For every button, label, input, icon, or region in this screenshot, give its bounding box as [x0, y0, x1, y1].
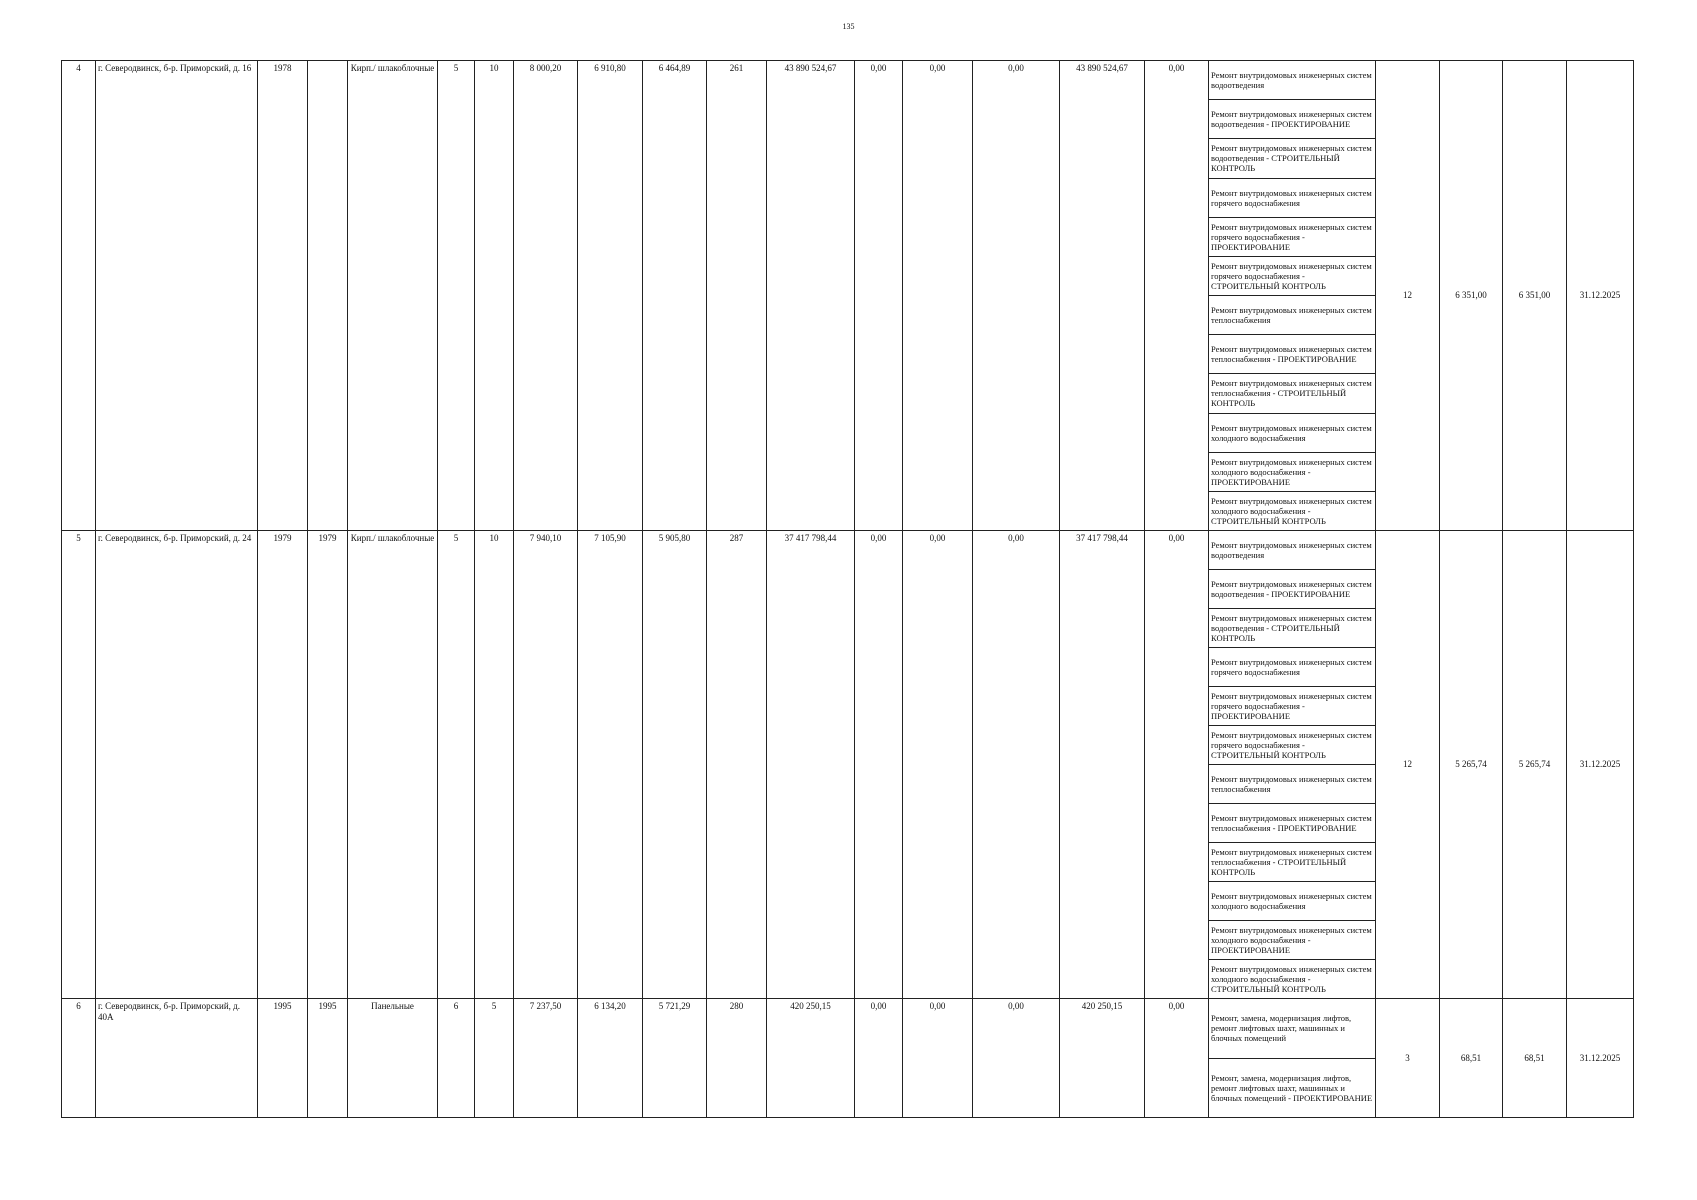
residential-area-cell: 5 905,80 [643, 531, 707, 999]
work-item: Ремонт внутридомовых инженерных систем холодного водоснабжения - ПРОЕКТИРОВАНИЕ [1209, 453, 1375, 492]
year-built-cell: 1995 [258, 999, 308, 1118]
other-fund-cell: 0,00 [1145, 999, 1209, 1118]
work-item: Ремонт внутридомовых инженерных систем водоотведения - ПРОЕКТИРОВАНИЕ [1209, 100, 1375, 139]
work-item: Ремонт внутридомовых инженерных систем теплоснабжения - ПРОЕКТИРОВАНИЕ [1209, 804, 1375, 843]
total-area-cell: 7 237,50 [514, 999, 578, 1118]
owners-fund-cell: 420 250,15 [1060, 999, 1145, 1118]
unit-cost-cell: 5 265,74 [1440, 531, 1503, 999]
work-count-cell: 12 [1376, 531, 1440, 999]
year-reconstruction-cell: 1979 [308, 531, 348, 999]
entrances-cell: 5 [475, 999, 514, 1118]
unit-cost-cell: 68,51 [1440, 999, 1503, 1118]
regional-fund-cell: 0,00 [903, 531, 973, 999]
residents-cell: 261 [707, 61, 767, 531]
local-fund-cell: 0,00 [973, 531, 1060, 999]
address-cell: г. Северодвинск, б-р. Приморский, д. 16 [96, 61, 258, 531]
total-area-cell: 7 940,10 [514, 531, 578, 999]
work-item: Ремонт внутридомовых инженерных систем холодного водоснабжения [1209, 882, 1375, 921]
work-item: Ремонт внутридомовых инженерных систем теплоснабжения [1209, 765, 1375, 804]
work-item: Ремонт внутридомовых инженерных систем горячего водоснабжения - СТРОИТЕЛЬНЫЙ КОНТРОЛЬ [1209, 726, 1375, 765]
work-item: Ремонт внутридомовых инженерных систем холодного водоснабжения [1209, 414, 1375, 453]
max-cost-cell: 68,51 [1503, 999, 1567, 1118]
regional-fund-cell: 0,00 [903, 61, 973, 531]
owners-fund-cell: 43 890 524,67 [1060, 61, 1145, 531]
residential-area-cell: 6 464,89 [643, 61, 707, 531]
total-cost-cell: 37 417 798,44 [767, 531, 855, 999]
work-item: Ремонт внутридомовых инженерных систем водоотведения - ПРОЕКТИРОВАНИЕ [1209, 570, 1375, 609]
floors-cell: 5 [438, 61, 475, 531]
table-row [62, 61, 1634, 531]
repair-program-table [61, 60, 1634, 1118]
deadline-cell: 31.12.2025 [1567, 61, 1634, 531]
floors-cell: 6 [438, 999, 475, 1118]
other-fund-cell: 0,00 [1145, 531, 1209, 999]
year-built-cell: 1978 [258, 61, 308, 531]
work-item: Ремонт внутридомовых инженерных систем теплоснабжения - ПРОЕКТИРОВАНИЕ [1209, 335, 1375, 374]
works-list-cell [1209, 531, 1376, 999]
work-item: Ремонт внутридомовых инженерных систем горячего водоснабжения - СТРОИТЕЛЬНЫЙ КОНТРОЛЬ [1209, 257, 1375, 296]
federal-fund-cell: 0,00 [855, 531, 903, 999]
floors-cell: 5 [438, 531, 475, 999]
table-body [62, 61, 1634, 1118]
work-count-cell: 3 [1376, 999, 1440, 1118]
work-item: Ремонт внутридомовых инженерных систем водоотведения - СТРОИТЕЛЬНЫЙ КОНТРОЛЬ [1209, 139, 1375, 178]
works-list-cell [1209, 61, 1376, 531]
table-row [62, 531, 1634, 999]
regional-fund-cell: 0,00 [903, 999, 973, 1118]
max-cost-cell: 6 351,00 [1503, 61, 1567, 531]
work-item: Ремонт, замена, модернизация лифтов, ремонт лифтовых шахт, машинных и блочных помещений - ПРОЕКТИРОВАНИЕ [1211, 1072, 1373, 1103]
work-item: Ремонт внутридомовых инженерных систем теплоснабжения - СТРОИТЕЛЬНЫЙ КОНТРОЛЬ [1209, 374, 1375, 413]
row-number: 6 [62, 999, 96, 1118]
wall-material-cell: Кирп./ шлакоблочные [348, 531, 438, 999]
max-cost-cell: 5 265,74 [1503, 531, 1567, 999]
living-area-cell: 7 105,90 [578, 531, 643, 999]
works-list [1209, 531, 1375, 998]
residential-area-cell: 5 721,29 [643, 999, 707, 1118]
address-cell: г. Северодвинск, б-р. Приморский, д. 24 [96, 531, 258, 999]
wall-material-cell: Панельные [348, 999, 438, 1118]
residents-cell: 280 [707, 999, 767, 1118]
work-item: Ремонт внутридомовых инженерных систем водоотведения [1209, 531, 1375, 570]
total-area-cell: 8 000,20 [514, 61, 578, 531]
work-item: Ремонт внутридомовых инженерных систем горячего водоснабжения - ПРОЕКТИРОВАНИЕ [1209, 218, 1375, 257]
unit-cost-cell: 6 351,00 [1440, 61, 1503, 531]
living-area-cell: 6 910,80 [578, 61, 643, 531]
works-list-cell [1209, 999, 1376, 1118]
total-cost-cell: 43 890 524,67 [767, 61, 855, 531]
year-reconstruction-cell [308, 61, 348, 531]
row-number: 4 [62, 61, 96, 531]
other-fund-cell: 0,00 [1145, 61, 1209, 531]
living-area-cell: 6 134,20 [578, 999, 643, 1118]
entrances-cell: 10 [475, 61, 514, 531]
work-item: Ремонт, замена, модернизация лифтов, ремонт лифтовых шахт, машинных и блочных помещений [1209, 999, 1375, 1059]
work-item: Ремонт внутридомовых инженерных систем теплоснабжения [1209, 296, 1375, 335]
deadline-cell: 31.12.2025 [1567, 531, 1634, 999]
local-fund-cell: 0,00 [973, 999, 1060, 1118]
federal-fund-cell: 0,00 [855, 999, 903, 1118]
federal-fund-cell: 0,00 [855, 61, 903, 531]
work-item: Ремонт внутридомовых инженерных систем водоотведения [1209, 61, 1375, 100]
deadline-cell: 31.12.2025 [1567, 999, 1634, 1118]
work-item: Ремонт внутридомовых инженерных систем холодного водоснабжения - СТРОИТЕЛЬНЫЙ КОНТРОЛЬ [1211, 964, 1372, 994]
work-item: Ремонт внутридомовых инженерных систем холодного водоснабжения - ПРОЕКТИРОВАНИЕ [1209, 921, 1375, 960]
works-list [1209, 61, 1375, 530]
year-reconstruction-cell: 1995 [308, 999, 348, 1118]
page-number: 135 [842, 22, 855, 31]
address-cell: г. Северодвинск, б-р. Приморский, д. 40А [96, 999, 258, 1118]
owners-fund-cell: 37 417 798,44 [1060, 531, 1145, 999]
work-item: Ремонт внутридомовых инженерных систем теплоснабжения - СТРОИТЕЛЬНЫЙ КОНТРОЛЬ [1209, 843, 1375, 882]
table-row [62, 999, 1634, 1118]
work-item: Ремонт внутридомовых инженерных систем горячего водоснабжения [1209, 648, 1375, 687]
work-count-cell: 12 [1376, 61, 1440, 531]
residents-cell: 287 [707, 531, 767, 999]
row-number: 5 [62, 531, 96, 999]
work-item: Ремонт внутридомовых инженерных систем горячего водоснабжения - ПРОЕКТИРОВАНИЕ [1209, 687, 1375, 726]
local-fund-cell: 0,00 [973, 61, 1060, 531]
year-built-cell: 1979 [258, 531, 308, 999]
works-list [1209, 999, 1375, 1117]
total-cost-cell: 420 250,15 [767, 999, 855, 1118]
work-item: Ремонт внутридомовых инженерных систем холодного водоснабжения - СТРОИТЕЛЬНЫЙ КОНТРОЛЬ [1211, 495, 1372, 526]
wall-material-cell: Кирп./ шлакоблочные [348, 61, 438, 531]
entrances-cell: 10 [475, 531, 514, 999]
work-item: Ремонт внутридомовых инженерных систем водоотведения - СТРОИТЕЛЬНЫЙ КОНТРОЛЬ [1209, 609, 1375, 648]
work-item: Ремонт внутридомовых инженерных систем горячего водоснабжения [1209, 179, 1375, 218]
